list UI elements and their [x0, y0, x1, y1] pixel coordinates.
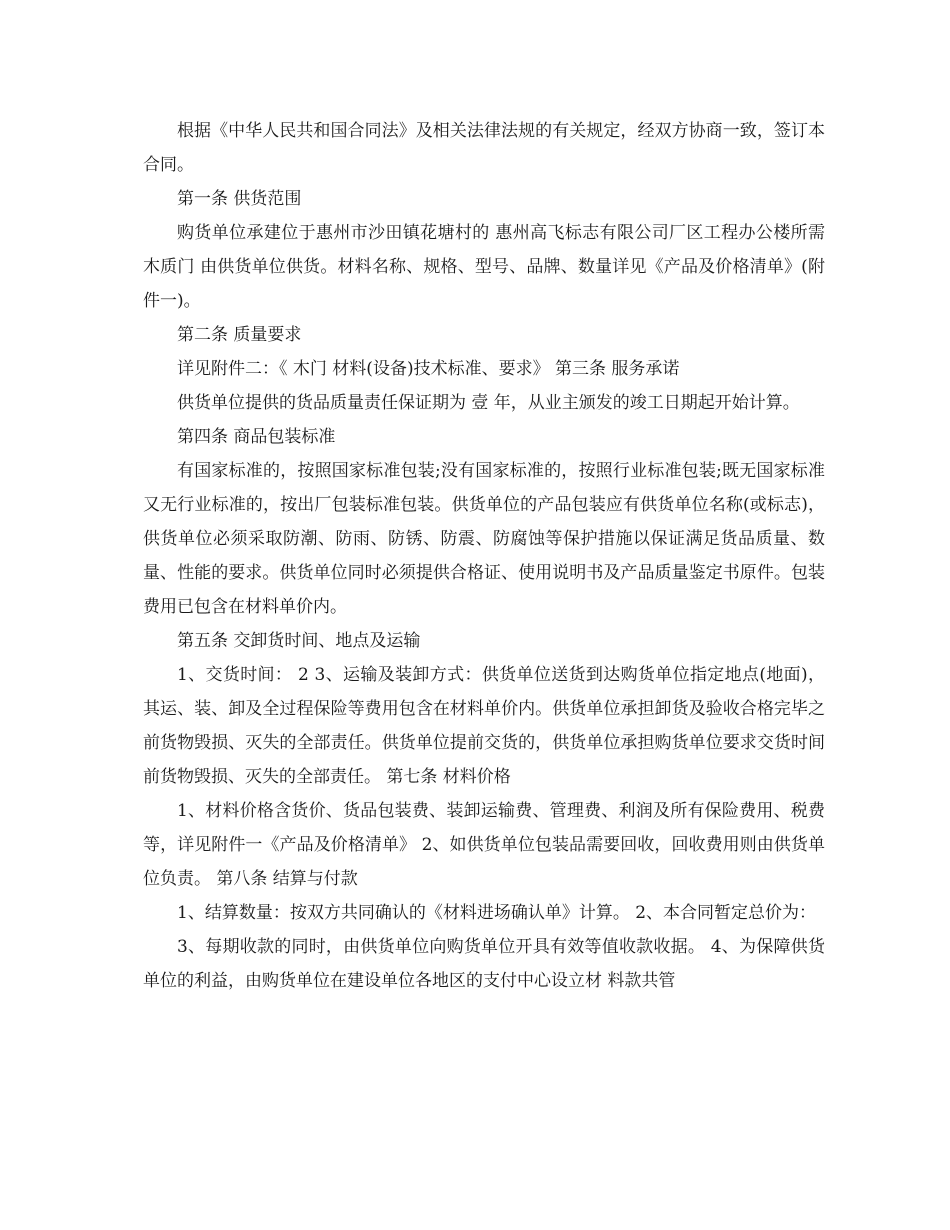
- document-body: [143, 114, 825, 998]
- paragraph-packaging: 有国家标准的，按照国家标准包装;没有国家标准的，按照行业标准包装;既无国家标准又无行业标准的，按出厂包装标准包装。供货单位的产品包装应有供货单位名称(或标志)，供货单位必须采取防潮、防雨、防锈、防震、防腐蚀等保护措施以保证满足货品质量、数量、性能的要求。供货单位同时必须提供合格证、使用说明书及产品质量鉴定书原件。包装费用已包含在材料单价内。: [143, 461, 825, 617]
- paragraph-material-price: 1、材料价格含货价、货品包装费、装卸运输费、管理费、利润及所有保险费用、税费等，详见附件一《产品及价格清单》 2、如供货单位包装品需要回收，回收费用则由供货单位负责。 第八条 结算与付款: [143, 801, 825, 889]
- paragraph-settlement: 1、结算数量：按双方共同确认的《材料进场确认单》计算。 2、本合同暂定总价为：: [177, 903, 817, 923]
- paragraph-payment-receipts: 3、每期收款的同时，由供货单位向购货单位开具有效等值收款收据。 4、为保障供货单位的利益，由购货单位在建设单位各地区的支付中心设立材 料款共管: [143, 937, 825, 991]
- heading-article-5: 第五条 交卸货时间、地点及运输: [177, 631, 421, 651]
- paragraph-delivery: 1、交货时间： 2 3、运输及装卸方式：供货单位送货到达购货单位指定地点(地面)，其运、装、卸及全过程保险等费用包含在材料单价内。供货单位承担卸货及验收合格完毕之前货物毁损、灭失的全部责任。供货单位提前交货的，供货单位承担购货单位要求交货时间前货物毁损、灭失的全部责任。 第七条 材料价格: [143, 665, 825, 787]
- heading-article-4: 第四条 商品包装标准: [177, 427, 336, 447]
- heading-article-2: 第二条 质量要求: [177, 325, 302, 345]
- paragraph-warranty: 供货单位提供的货品质量责任保证期为 壹 年，从业主颁发的竣工日期起开始计算。: [177, 393, 800, 413]
- heading-article-1: 第一条 供货范围: [177, 189, 302, 209]
- paragraph-quality-requirements: 详见附件二：《 木门 材料(设备)技术标准、要求》 第三条 服务承诺: [177, 359, 680, 379]
- paragraph-supply-scope: 购货单位承建位于惠州市沙田镇花塘村的 惠州高飞标志有限公司厂区工程办公楼所需 木质门 由供货单位供货。材料名称、规格、型号、品牌、数量详见《产品及价格清单》(附件一)。: [143, 223, 825, 311]
- paragraph-preamble: 根据《中华人民共和国合同法》及相关法律法规的有关规定，经双方协商一致，签订本合同。: [143, 121, 825, 175]
